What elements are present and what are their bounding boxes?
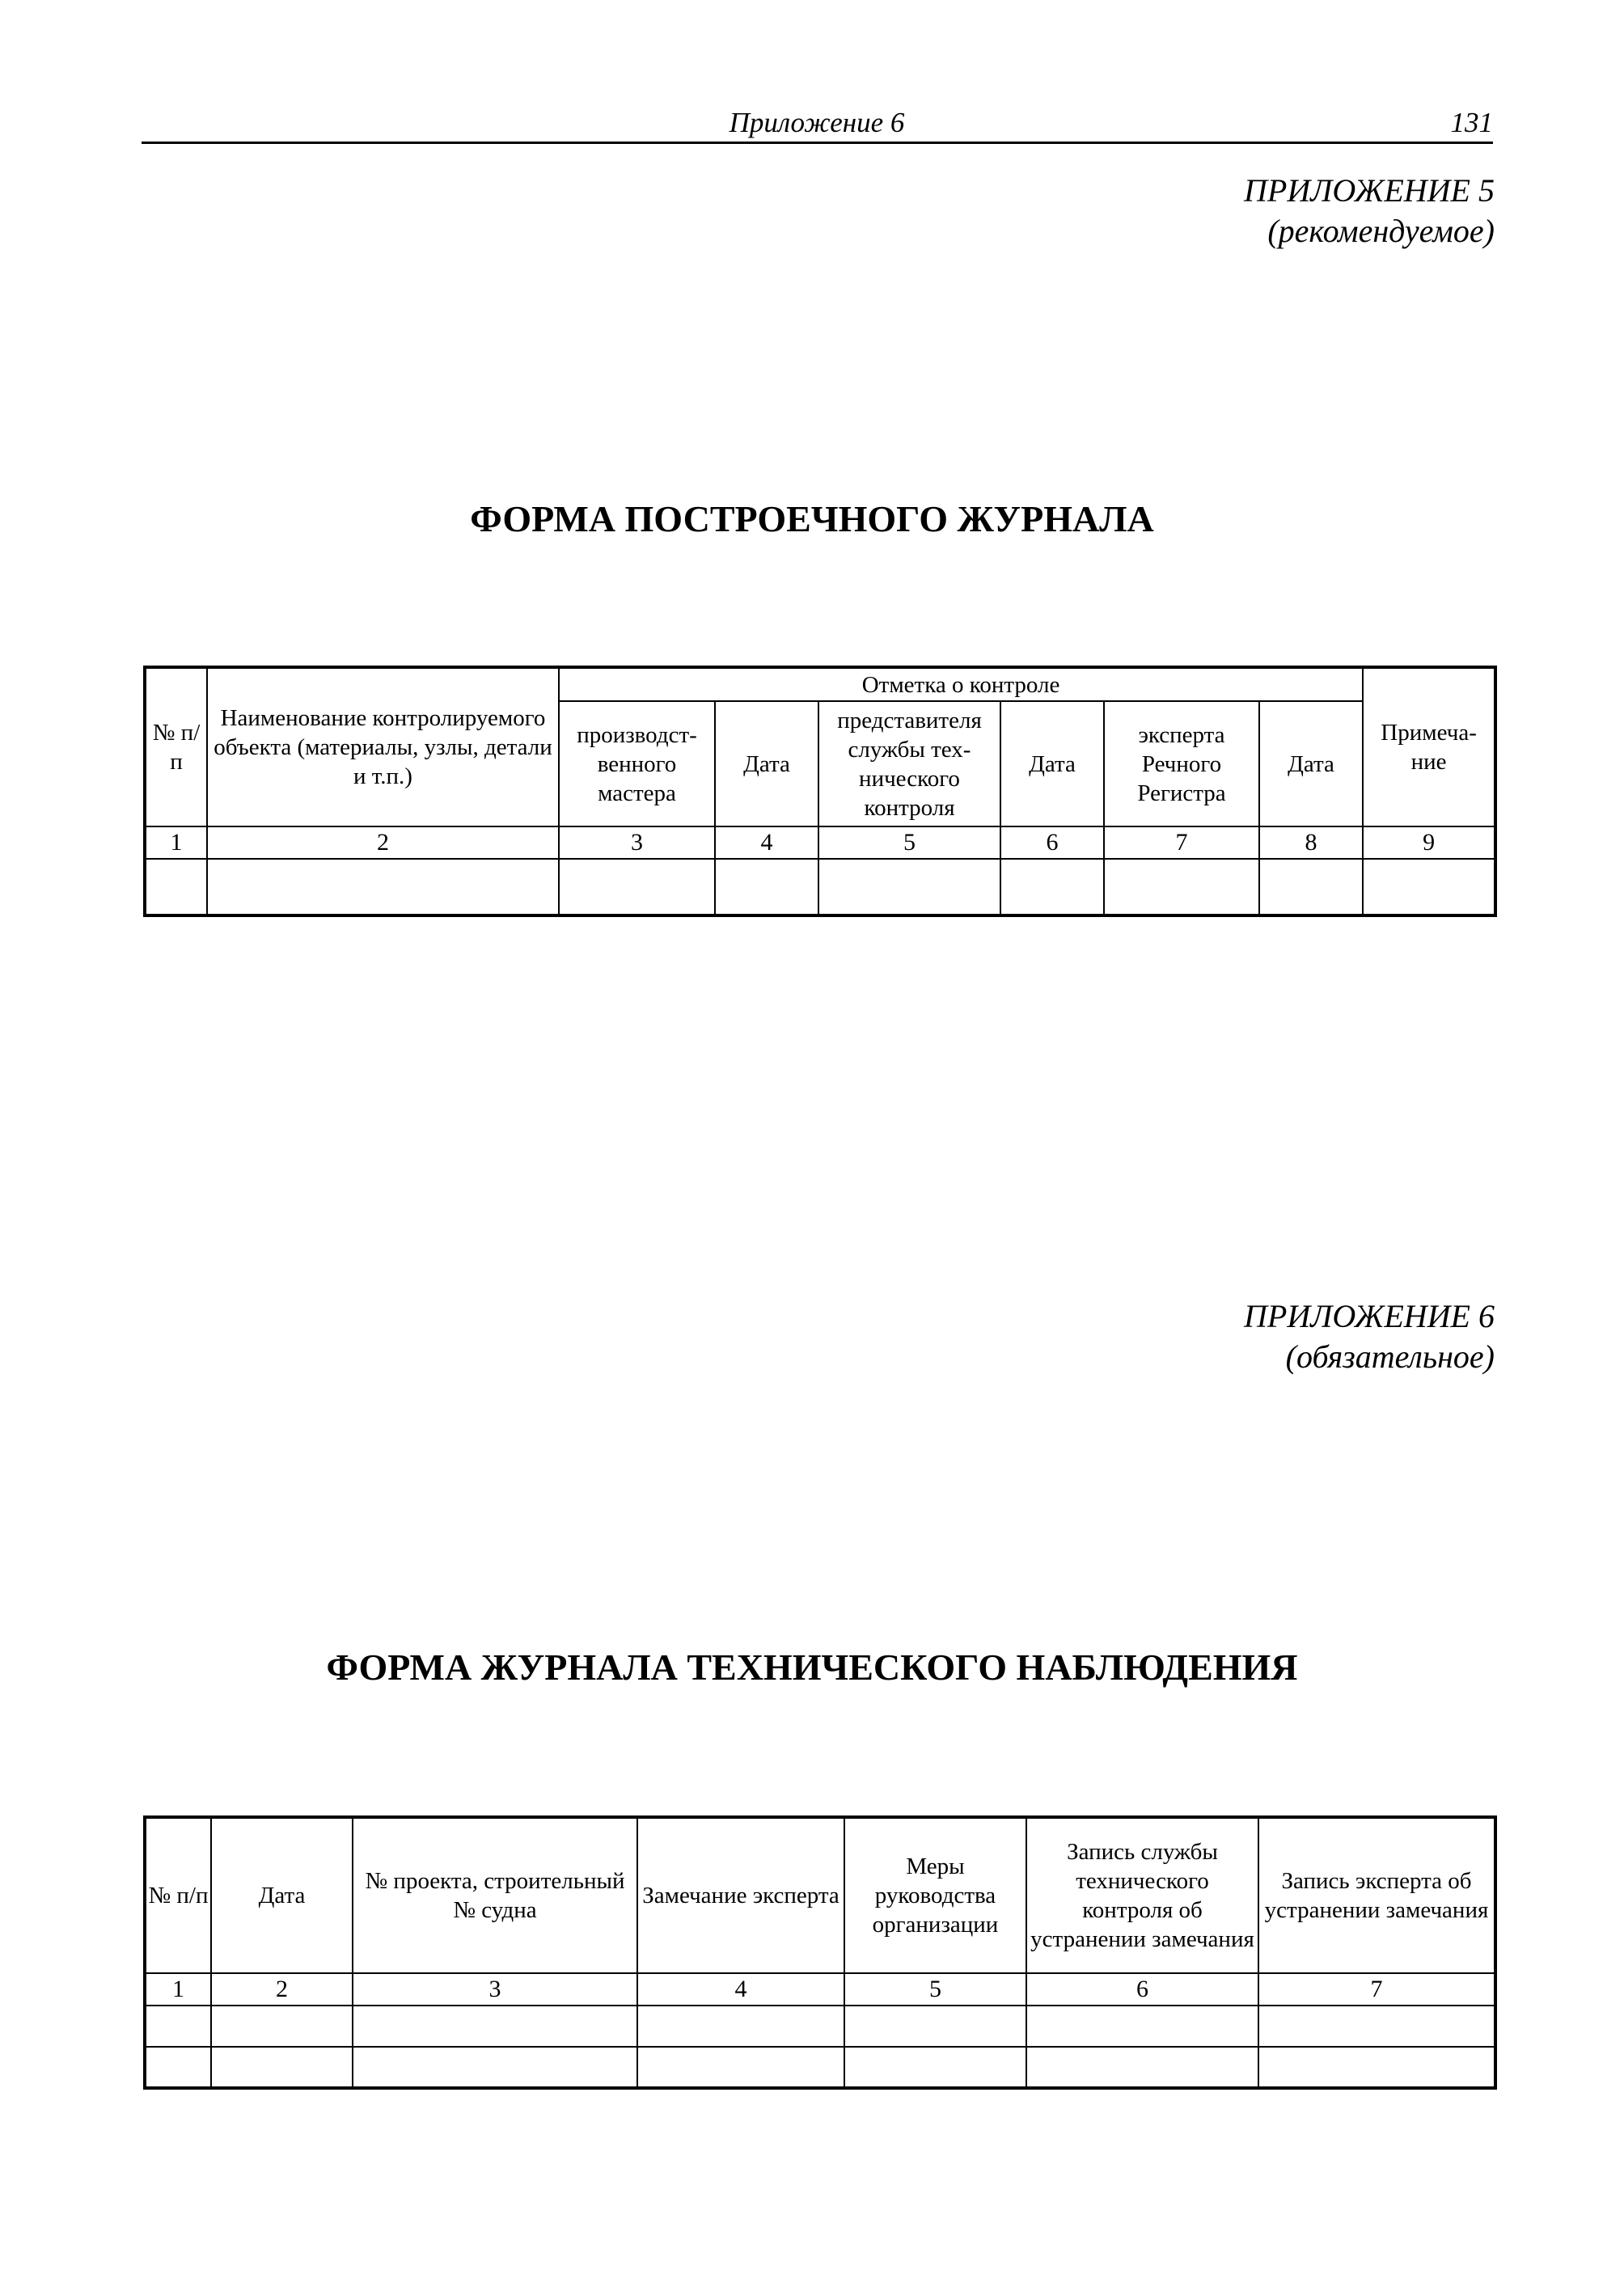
empty-cell — [637, 2006, 844, 2047]
column-number: 4 — [637, 1973, 844, 2006]
appendix5-label: ПРИЛОЖЕНИЕ 5 — [1244, 172, 1495, 209]
running-title: Приложение 6 — [729, 107, 905, 138]
header-cell-control-mark: Отметка о контроле — [559, 667, 1363, 701]
header-cell-production-master: производст-венного мастера — [559, 701, 715, 826]
empty-cell — [818, 859, 1000, 915]
empty-cell — [637, 2047, 844, 2088]
empty-cell — [145, 2047, 211, 2088]
table-row — [145, 2006, 1495, 2047]
header-cell-date-2: Дата — [1000, 701, 1104, 826]
column-number: 6 — [1026, 1973, 1258, 2006]
empty-cell — [1000, 859, 1104, 915]
page-number: 131 — [1450, 107, 1493, 138]
empty-cell — [1026, 2006, 1258, 2047]
empty-cell — [559, 859, 715, 915]
column-number: 7 — [1104, 826, 1259, 859]
empty-cell — [1026, 2047, 1258, 2088]
header-cell-no: № п/п — [145, 1817, 211, 1973]
construction-log-form-table — [143, 666, 1497, 917]
appendix6-title: ФОРМА ЖУРНАЛА ТЕХНИЧЕСКОГО НАБЛЮДЕНИЯ — [326, 1646, 1298, 1688]
empty-cell — [207, 859, 559, 915]
column-number: 1 — [145, 826, 207, 859]
appendix6-label: ПРИЛОЖЕНИЕ 6 — [1244, 1298, 1495, 1334]
appendix6-status: (обязательное) — [1285, 1338, 1495, 1375]
column-number: 4 — [715, 826, 818, 859]
header-cell-tech-control-record: Запись службы технического контроля об устранении замечания — [1026, 1817, 1258, 1973]
empty-cell — [211, 2047, 353, 2088]
header-cell-expert-record: Запись эксперта об устранении замечания — [1258, 1817, 1495, 1973]
column-number: 2 — [211, 1973, 353, 2006]
header-rule — [142, 142, 1493, 144]
technical-supervision-log-form-table — [143, 1815, 1497, 2090]
column-number-row — [145, 1973, 1495, 2006]
empty-cell — [211, 2006, 353, 2047]
empty-cell — [844, 2006, 1026, 2047]
column-number: 3 — [559, 826, 715, 859]
header-cell-project-number: № проекта, строительный № судна — [353, 1817, 637, 1973]
header-cell-date: Дата — [211, 1817, 353, 1973]
empty-cell — [1258, 2047, 1495, 2088]
table-row — [145, 2047, 1495, 2088]
header-cell-expert-remark: Замечание эксперта — [637, 1817, 844, 1973]
header-cell-date-3: Дата — [1259, 701, 1363, 826]
empty-cell — [353, 2047, 637, 2088]
column-number: 1 — [145, 1973, 211, 2006]
column-number: 5 — [818, 826, 1000, 859]
appendix5-status: (рекомендуемое) — [1267, 213, 1495, 249]
header-cell-object-name: Наименование контролируемого объекта (материалы, узлы, детали и т.п.) — [207, 667, 559, 826]
header-cell-management-measures: Меры руководства организации — [844, 1817, 1026, 1973]
column-number: 9 — [1363, 826, 1495, 859]
appendix5-title: ФОРМА ПОСТРОЕЧНОГО ЖУРНАЛА — [470, 498, 1154, 539]
column-number: 8 — [1259, 826, 1363, 859]
header-cell-date-1: Дата — [715, 701, 818, 826]
empty-cell — [353, 2006, 637, 2047]
column-number: 7 — [1258, 1973, 1495, 2006]
empty-cell — [715, 859, 818, 915]
header-cell-note: Примеча-ние — [1363, 667, 1495, 826]
empty-cell — [145, 859, 207, 915]
empty-cell — [145, 2006, 211, 2047]
header-cell-tech-control-rep: представителя службы тех-нического контроля — [818, 701, 1000, 826]
empty-cell — [1363, 859, 1495, 915]
column-number: 2 — [207, 826, 559, 859]
empty-cell — [1104, 859, 1259, 915]
empty-cell — [844, 2047, 1026, 2088]
column-number: 3 — [353, 1973, 637, 2006]
table-row — [145, 859, 1495, 915]
empty-cell — [1258, 2006, 1495, 2047]
column-number-row — [145, 826, 1495, 859]
header-cell-no: № п/п — [145, 667, 207, 826]
header-cell-river-register-expert: эксперта Речного Регистра — [1104, 701, 1259, 826]
column-number: 6 — [1000, 826, 1104, 859]
empty-cell — [1259, 859, 1363, 915]
column-number: 5 — [844, 1973, 1026, 2006]
